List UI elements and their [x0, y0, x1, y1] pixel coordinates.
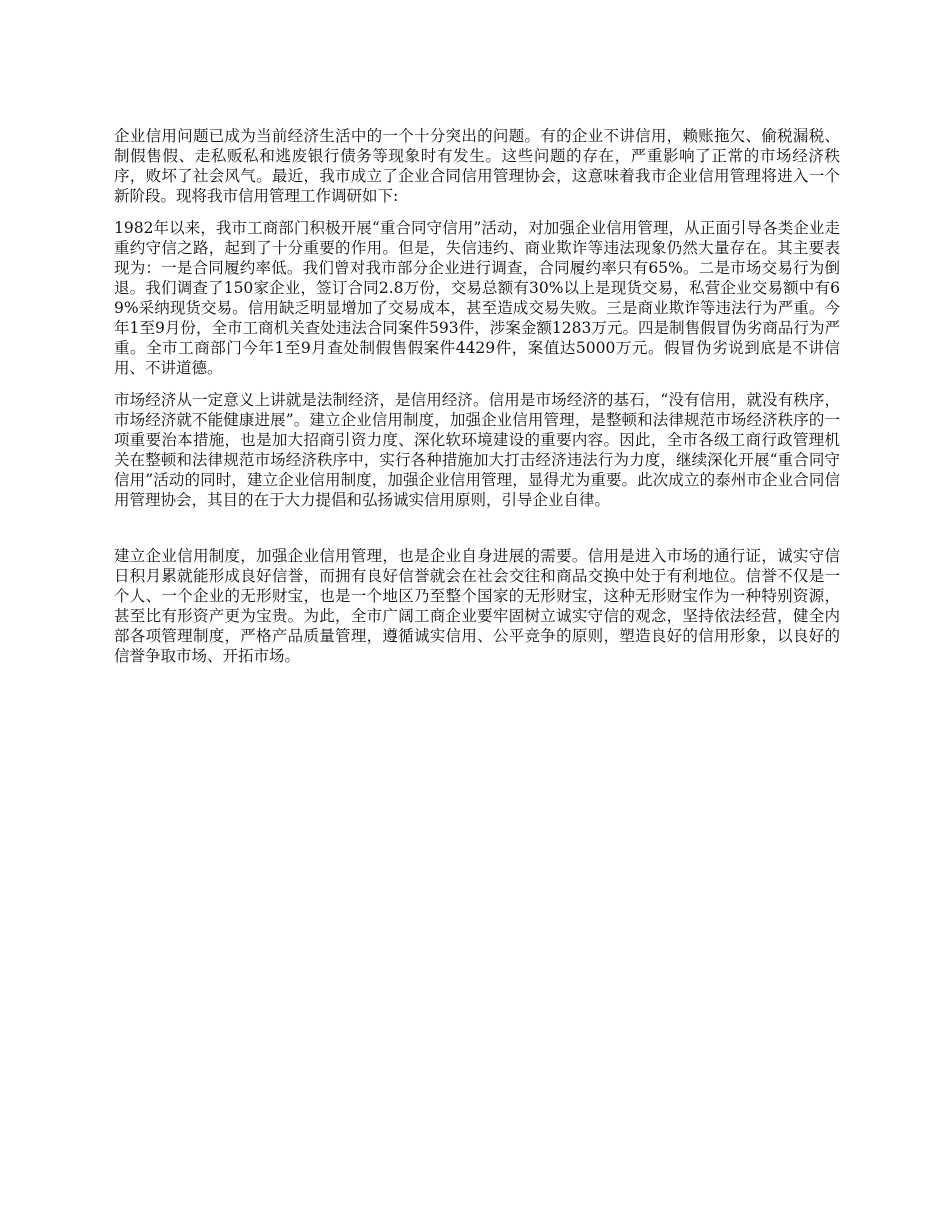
paragraph-current-situation: 1982年以来，我市工商部门积极开展“重合同守信用”活动，对加强企业信用管理，从正面引导各类企业走重约守信之路，起到了十分重要的作用。但是，失信违约、商业欺诈等违法现象仍然大量存在。其主要表现为：一是合同履约率低。我们曾对我市部分企业进行调查，合同履约率只有65%。二是市场交易行为倒退。我们调查了150家企业，签订合同2.8万份，交易总额有30%以上是现货交易，私营企业交易额中有69%采纳现货交易。信用缺乏明显增加了交易成本，甚至造成交易失败。三是商业欺诈等违法行为严重。今年1至9月份，全市工商机关查处违法合同案件593件，涉案金额1283万元。四是制售假冒伪劣商品行为严重。全市工商部门今年1至9月查处制假售假案件4429件，案值达5000万元。假冒伪劣说到底是不讲信用、不讲道德。: [114, 219, 840, 377]
paragraph-enterprise-needs: 建立企业信用制度，加强企业信用管理，也是企业自身进展的需要。信用是进入市场的通行证，诚实守信日积月累就能形成良好信誉，而拥有良好信誉就会在社会交往和商品交换中处于有利地位。信誉不仅是一个人、一个企业的无形财宝，也是一个地区乃至整个国家的无形财宝，这种无形财宝作为一种特别资源，甚至比有形资产更为宝贵。为此，全市广阔工商企业要牢固树立诚实守信的观念，坚持依法经营，健全内部各项管理制度，严格产品质量管理，遵循诚实信用、公平竞争的原则，塑造良好的信用形象，以良好的信誉争取市场、开拓市场。: [114, 547, 840, 665]
document-body: [114, 126, 840, 666]
paragraph-intro: 企业信用问题已成为当前经济生活中的一个十分突出的问题。有的企业不讲信用，赖账拖欠、偷税漏税、制假售假、走私贩私和逃废银行债务等现象时有发生。这些问题的存在，严重影响了正常的市场经济秩序，败坏了社会风气。最近，我市成立了企业合同信用管理协会，这意味着我市企业信用管理将进入一个新阶段。现将我市信用管理工作调研如下:: [114, 127, 840, 205]
paragraph-credit-economy: 市场经济从一定意义上讲就是法制经济，是信用经济。信用是市场经济的基石，“没有信用，就没有秩序，市场经济就不能健康进展”。建立企业信用制度，加强企业信用管理，是整顿和法律规范市场经济秩序的一项重要治本措施，也是加大招商引资力度、深化软环境建设的重要内容。因此，全市各级工商行政管理机关在整顿和法律规范市场经济秩序中，实行各种措施加大打击经济违法行为力度，继续深化开展“重合同守信用”活动的同时，建立企业信用制度，加强企业信用管理，显得尤为重要。此次成立的泰州市企业合同信用管理协会，其目的在于大力提倡和弘扬诚实信用原则，引导企业自律。: [114, 391, 840, 509]
